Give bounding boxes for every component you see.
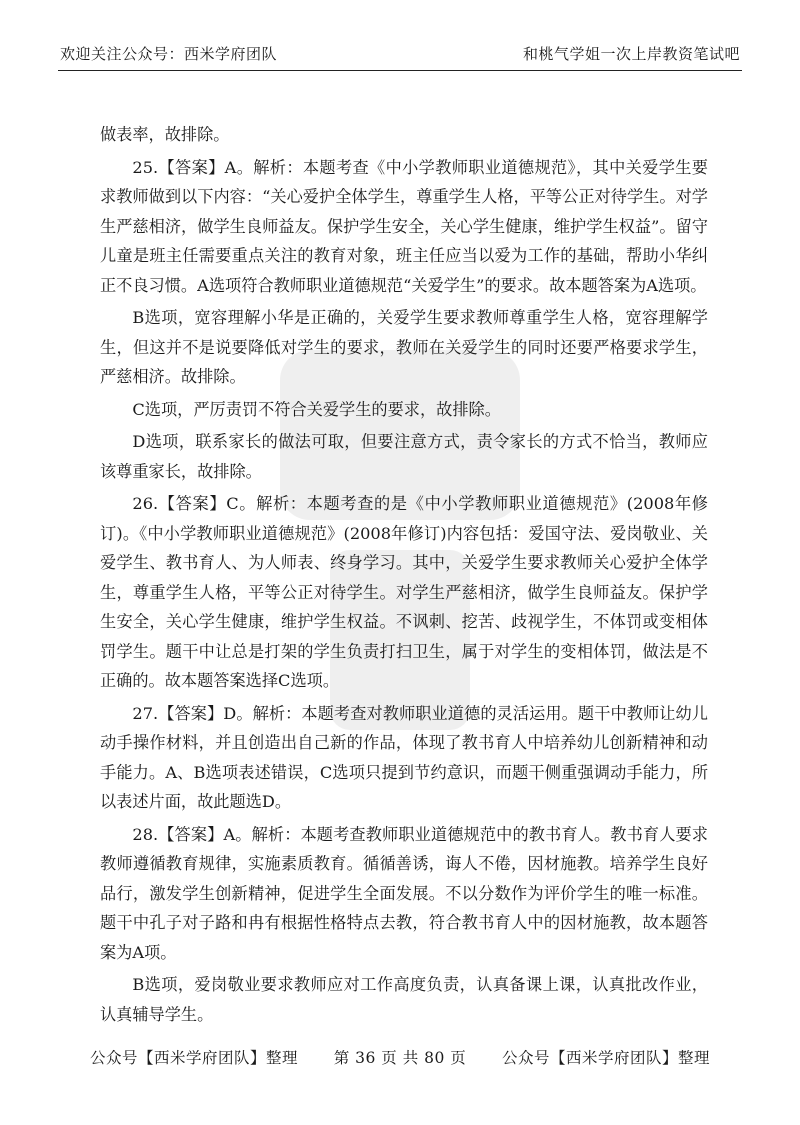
paragraph-answer-26: 26.【答案】C。解析：本题考查的是《中小学教师职业道德规范》(2008年修订)。《中小学教师职业道德规范》(2008年修订)内容包括：爱国守法、爱岗敬业、关爱学生、教书育人、为人师表、终身学习。其中，关爱学生要求教师关心爱护全体学生，尊重学生人格，平等公正对待学生。对学生严慈相济，做学生良师益友。保护学生安全，关心学生健康，维护学生权益。不讽刺、挖苦、歧视学生，不体罚或变相体罚学生。题干中让总是打架的学生负责打扫卫生，属于对学生的变相体罚，做法是不正确的。故本题答案选择C选项。 xyxy=(100,494,708,690)
paragraph-option-b-28: B选项，爱岗敬业要求教师应对工作高度负责，认真备课上课，认真批改作业，认真辅导学生。 xyxy=(100,975,708,1024)
page-number: 第 36 页 共 80 页 xyxy=(333,1049,467,1067)
header-right-text: 和桃气学姐一次上岸教资笔试吧 xyxy=(522,44,740,63)
page-footer xyxy=(90,1046,710,1068)
paragraph-answer-28: 28.【答案】A。解析：本题考查教师职业道德规范中的教书育人。教书育人要求教师遵循教育规律，实施素质教育。循循善诱，诲人不倦，因材施教。培养学生良好品行，激发学生创新精神，促进学生全面发展。不以分数作为评价学生的唯一标准。题干中孔子对子路和冉有根据性格特点去教，符合教书育人中的因材施教，故本题答案为A项。 xyxy=(100,824,708,962)
header-left-text: 欢迎关注公众号：西米学府团队 xyxy=(60,44,278,63)
paragraph-answer-27: 27.【答案】D。解析：本题考查对教师职业道德的灵活运用。题干中教师让幼儿动手操作材料，并且创造出自己新的作品，体现了教书育人中培养幼儿创新精神和动手能力。A、B选项表述错误，C选项只提到节约意识，而题干侧重强调动手能力，所以表述片面，故此题选D。 xyxy=(100,703,708,811)
header-divider xyxy=(58,70,742,71)
paragraph-option-c: C选项，严厉责罚不符合关爱学生的要求，故排除。 xyxy=(132,399,501,419)
answer-explanations xyxy=(100,120,708,1032)
page-header xyxy=(60,38,740,68)
footer-right-text: 公众号【西米学府团队】整理 xyxy=(501,1049,710,1067)
paragraph-option-b: B选项，宽容理解小华是正确的，关爱学生要求教师尊重学生人格，宽容理解学生，但这并不是说要降低对学生的要求，教师在关爱学生的同时还要严格要求学生，严慈相济。故排除。 xyxy=(100,308,708,386)
footer-left-text: 公众号【西米学府团队】整理 xyxy=(90,1049,299,1067)
paragraph-answer-25: 25.【答案】A。解析：本题考查《中小学教师职业道德规范》，其中关爱学生要求教师做到以下内容：“关心爱护全体学生，尊重学生人格，平等公正对待学生。对学生严慈相济，做学生良师益友。保护学生安全，关心学生健康，维护学生权益”。留守儿童是班主任需要重点关注的教育对象，班主任应当以爱为工作的基础，帮助小华纠正不良习惯。A选项符合教师职业道德规范“关爱学生”的要求。故本题答案为A选项。 xyxy=(100,157,708,295)
paragraph-option-d: D选项，联系家长的做法可取，但要注意方式，责令家长的方式不恰当，教师应该尊重家长，故排除。 xyxy=(100,432,708,481)
paragraph-continuation: 做表率，故排除。 xyxy=(100,125,230,144)
